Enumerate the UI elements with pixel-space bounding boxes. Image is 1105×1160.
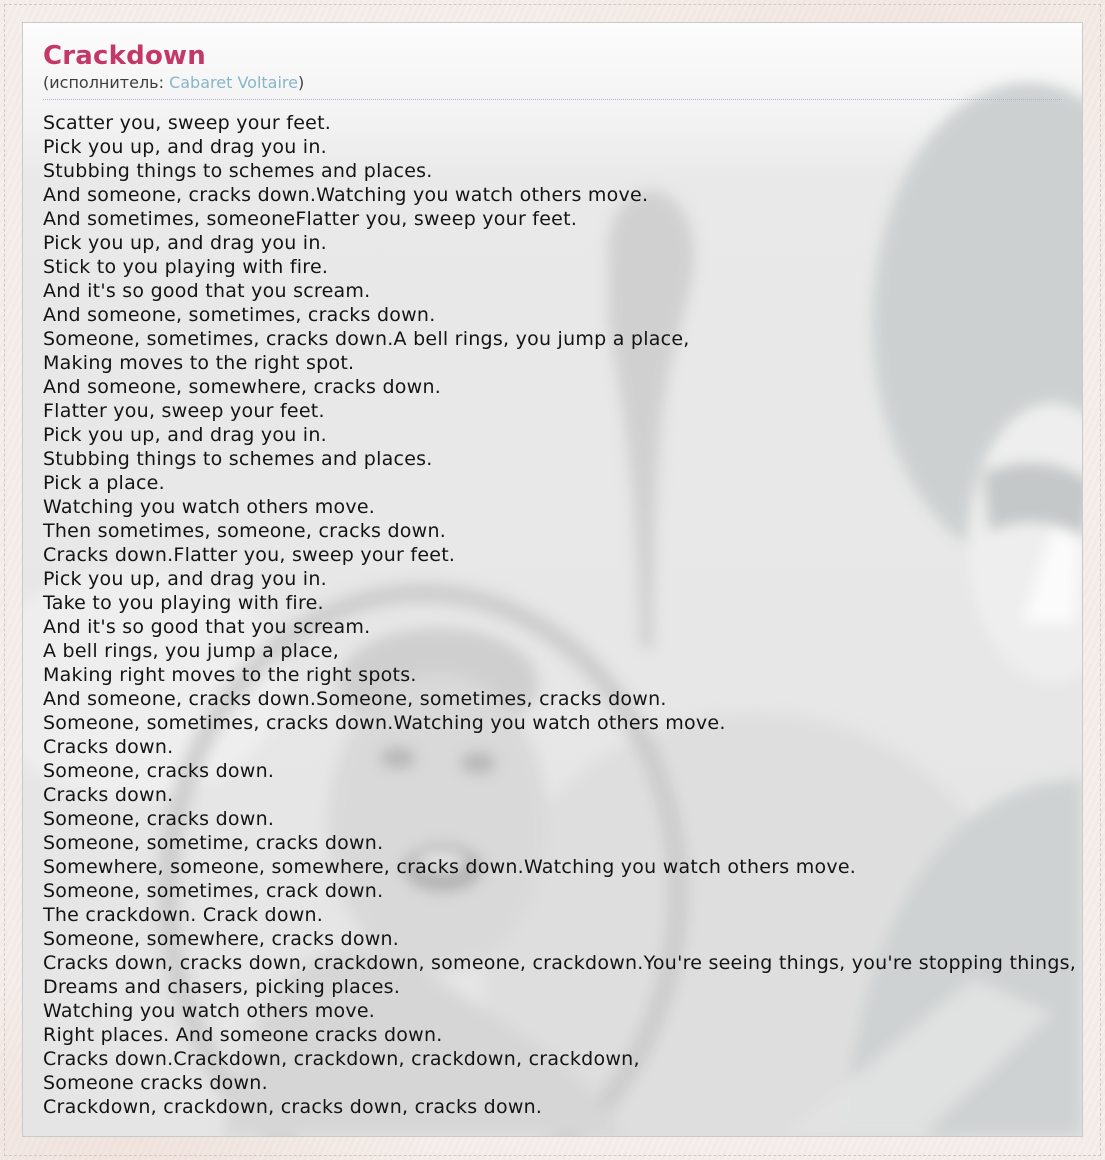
lyric-line: Pick you up, and drag you in. bbox=[43, 424, 327, 446]
lyrics-block bbox=[43, 111, 1077, 1119]
lyric-line: Cracks down.Crackdown, crackdown, crackdown, crackdown, bbox=[43, 1048, 640, 1070]
lyric-line: Stubbing things to schemes and places. bbox=[43, 160, 433, 182]
lyric-line: Pick you up, and drag you in. bbox=[43, 568, 327, 590]
lyric-line: Right places. And someone cracks down. bbox=[43, 1024, 443, 1046]
lyric-line: Watching you watch others move. bbox=[43, 496, 376, 518]
lyric-line: Someone, sometime, cracks down. bbox=[43, 832, 384, 854]
lyrics-card bbox=[22, 22, 1083, 1137]
lyric-line: Stubbing things to schemes and places. bbox=[43, 448, 433, 470]
artist-label-suffix: ) bbox=[297, 73, 305, 92]
lyric-line: And it's so good that you scream. bbox=[43, 280, 371, 302]
lyric-line: Somewhere, someone, somewhere, cracks down.Watching you watch others move. bbox=[43, 856, 857, 878]
lyric-line: Dreams and chasers, picking places. bbox=[43, 976, 401, 998]
lyric-line: Pick a place. bbox=[43, 472, 165, 494]
lyric-line: Flatter you, sweep your feet. bbox=[43, 400, 325, 422]
lyric-line: Someone, sometimes, crack down. bbox=[43, 880, 384, 902]
page-title: Crackdown bbox=[43, 41, 206, 71]
lyric-line: Then sometimes, someone, cracks down. bbox=[43, 520, 447, 542]
lyric-line: Crackdown, crackdown, cracks down, cracks down. bbox=[43, 1096, 543, 1118]
lyric-line: Stick to you playing with fire. bbox=[43, 256, 329, 278]
lyric-line: Someone, sometimes, cracks down.Watching you watch others move. bbox=[43, 712, 726, 734]
lyric-line: A bell rings, you jump a place, bbox=[43, 640, 340, 662]
lyric-line: Someone, cracks down. bbox=[43, 760, 275, 782]
lyrics-content bbox=[23, 23, 1082, 1119]
artist-label-prefix: (исполнитель: bbox=[43, 73, 170, 92]
lyric-line: Making moves to the right spot. bbox=[43, 352, 355, 374]
lyric-line: Cracks down. bbox=[43, 784, 174, 806]
lyric-line: Someone, somewhere, cracks down. bbox=[43, 928, 400, 950]
lyric-line: And someone, sometimes, cracks down. bbox=[43, 304, 436, 326]
artist-line bbox=[43, 74, 1062, 100]
lyric-line: Making right moves to the right spots. bbox=[43, 664, 417, 686]
lyric-line: Someone cracks down. bbox=[43, 1072, 268, 1094]
artist-link[interactable]: Cabaret Voltaire bbox=[169, 73, 298, 92]
lyric-line: Cracks down. bbox=[43, 736, 174, 758]
lyric-line: Watching you watch others move. bbox=[43, 1000, 376, 1022]
lyric-line: And someone, cracks down.Someone, sometimes, cracks down. bbox=[43, 688, 667, 710]
lyric-line: Pick you up, and drag you in. bbox=[43, 232, 327, 254]
lyric-line: Scatter you, sweep your feet. bbox=[43, 112, 332, 134]
lyric-line: And someone, cracks down.Watching you watch others move. bbox=[43, 184, 649, 206]
lyric-line: Take to you playing with fire. bbox=[43, 592, 324, 614]
lyric-line: Someone, sometimes, cracks down.A bell rings, you jump a place, bbox=[43, 328, 690, 350]
lyric-line: Cracks down.Flatter you, sweep your feet. bbox=[43, 544, 456, 566]
lyric-line: Pick you up, and drag you in. bbox=[43, 136, 327, 158]
lyric-line: Cracks down, cracks down, crackdown, someone, crackdown.You're seeing things, you're stopping things, bbox=[43, 952, 1077, 974]
lyric-line: And sometimes, someoneFlatter you, sweep your feet. bbox=[43, 208, 578, 230]
lyric-line: And it's so good that you scream. bbox=[43, 616, 371, 638]
lyric-line: The crackdown. Crack down. bbox=[43, 904, 324, 926]
lyric-line: Someone, cracks down. bbox=[43, 808, 275, 830]
lyric-line: And someone, somewhere, cracks down. bbox=[43, 376, 442, 398]
